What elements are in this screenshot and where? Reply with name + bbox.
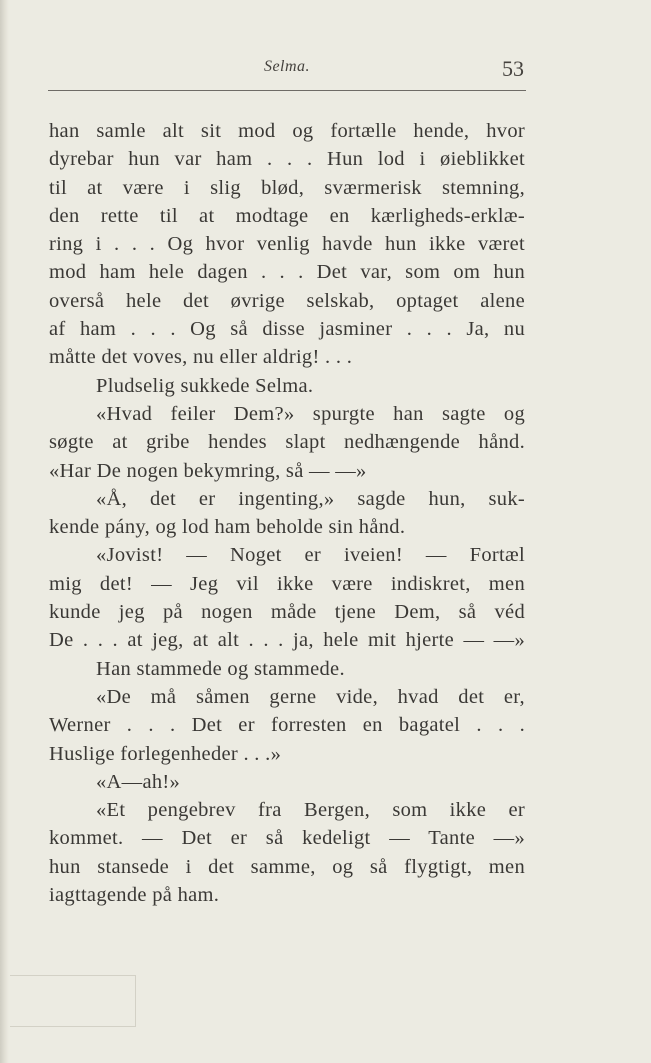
text-line: Werner . . . Det er forresten en bagatel . . . <box>49 714 525 737</box>
text-line: «De må såmen gerne vide, hvad det er, <box>96 685 525 708</box>
page-header <box>48 56 526 88</box>
text-line: ring i . . . Og hvor venlig havde hun ikke været <box>49 233 525 256</box>
text-line: «Å, det er ingenting,» sagde hun, suk- <box>96 487 525 510</box>
text-line: mig det! — Jeg vil ikke være indiskret, men <box>49 572 525 595</box>
text-line: søgte at gribe hendes slapt nedhængende hånd. <box>49 431 525 454</box>
text-line: «Et pengebrev fra Bergen, som ikke er <box>96 799 525 822</box>
text-line: af ham . . . Og så disse jasminer . . . Ja, nu <box>49 318 525 341</box>
text-line: mod ham hele dagen . . . Det var, som om hun <box>49 261 525 284</box>
text-line: hun stansede i det samme, og så flygtigt, men <box>49 855 525 878</box>
text-line: «Har De nogen bekymring, så — —» <box>49 459 367 482</box>
text-line: «Jovist! — Noget er iveien! — Fortæl <box>96 544 525 567</box>
text-line: «Hvad feiler Dem?» spurgte han sagte og <box>96 402 525 425</box>
text-line: overså hele det øvrige selskab, optaget alene <box>49 289 525 312</box>
text-line: «A—ah!» <box>96 770 181 793</box>
text-line: til at være i slig blød, sværmerisk stemning, <box>49 176 525 199</box>
page-edge-shadow <box>0 0 9 1063</box>
running-title: Selma. <box>263 58 311 75</box>
text-line: måtte det voves, nu eller aldrig! . . . <box>49 346 353 369</box>
page-corner-mark <box>10 975 136 1027</box>
header-rule <box>48 90 526 91</box>
text-line: kunde jeg på nogen måde tjene Dem, så véd <box>49 601 525 624</box>
body-text <box>49 117 525 909</box>
text-line: han samle alt sit mod og fortælle hende, hvor <box>49 120 525 142</box>
text-line: Han stammede og stammede. <box>96 657 345 680</box>
text-line: iagttagende på ham. <box>49 884 220 907</box>
text-line: De . . . at jeg, at alt . . . ja, hele mit hjerte — —» <box>49 629 525 652</box>
text-line: kende pány, og lod ham beholde sin hånd. <box>49 516 406 539</box>
text-line: Huslige forlegenheder . . .» <box>49 742 282 765</box>
text-line: Pludselig sukkede Selma. <box>96 374 314 397</box>
text-line: kommet. — Det er så kedeligt — Tante —» <box>49 827 525 850</box>
page-number: 53 <box>502 56 524 81</box>
text-line: den rette til at modtage en kærligheds-erklæ- <box>49 204 525 227</box>
text-line: dyrebar hun var ham . . . Hun lod i øieblikket <box>49 148 525 171</box>
